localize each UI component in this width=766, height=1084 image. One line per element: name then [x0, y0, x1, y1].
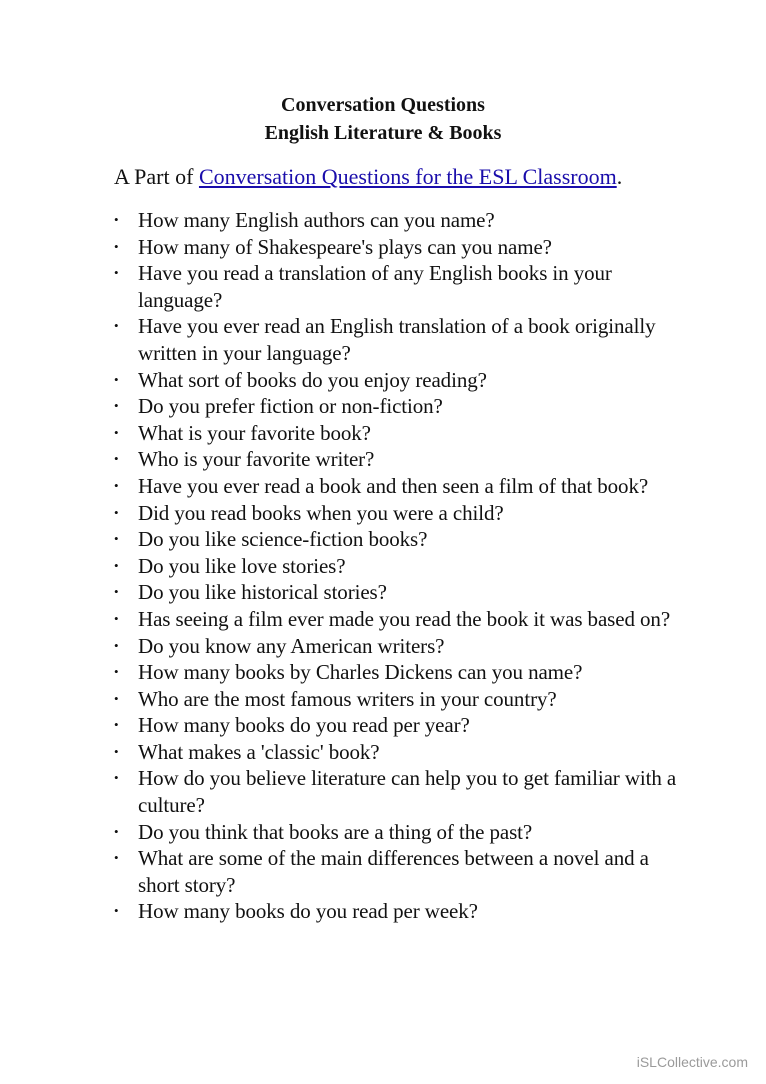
question-text: Do you like science-fiction books?	[138, 527, 428, 552]
question-text: Do you like historical stories?	[138, 580, 387, 605]
question-text: Have you ever read an English translation of a book originally written in your language?	[138, 314, 656, 365]
bullet-icon: •	[114, 610, 119, 626]
intro-suffix: .	[616, 164, 623, 189]
bullet-icon: •	[114, 770, 119, 786]
question-text: What sort of books do you enjoy reading?	[138, 367, 487, 392]
question-text: Do you know any American writers?	[138, 633, 445, 658]
question-text: Has seeing a film ever made you read the book it was based on?	[138, 606, 671, 631]
intro-prefix: A Part of	[114, 164, 199, 189]
bullet-icon: •	[114, 557, 119, 573]
question-item	[114, 473, 694, 500]
question-item	[114, 633, 694, 660]
question-text: What is your favorite book?	[138, 420, 371, 445]
question-item	[114, 845, 694, 898]
bullet-icon: •	[114, 823, 119, 839]
bullet-icon: •	[114, 371, 119, 387]
bullet-icon: •	[114, 265, 119, 281]
bullet-icon: •	[114, 664, 119, 680]
question-text: Do you prefer fiction or non-fiction?	[138, 394, 443, 419]
question-text: How do you believe literature can help you to get familiar with a culture?	[138, 766, 677, 818]
question-item	[114, 260, 694, 313]
question-item	[114, 446, 694, 473]
question-item	[114, 765, 694, 818]
question-text: How many books do you read per week?	[138, 899, 478, 924]
question-item	[114, 819, 694, 846]
question-text: Did you read books when you were a child?	[138, 500, 504, 525]
question-text: Do you think that books are a thing of the past?	[138, 819, 533, 844]
question-text: Have you ever read a book and then seen a film of that book?	[138, 473, 649, 498]
bullet-icon: •	[114, 690, 119, 706]
bullet-icon: •	[114, 212, 119, 227]
question-text: How many books by Charles Dickens can you name?	[138, 660, 583, 685]
bullet-icon: •	[114, 398, 119, 414]
question-item	[114, 712, 694, 739]
question-item	[114, 686, 694, 713]
watermark: iSLCollective.com	[636, 1054, 748, 1070]
question-item	[114, 526, 694, 553]
bullet-icon: •	[114, 743, 119, 759]
question-text: What makes a 'classic' book?	[138, 739, 380, 764]
question-item	[114, 898, 694, 925]
question-text: Do you like love stories?	[138, 553, 346, 578]
question-item	[114, 420, 694, 447]
question-text: How many of Shakespeare's plays can you name?	[138, 234, 552, 259]
bullet-icon: •	[114, 637, 119, 653]
question-item	[114, 367, 694, 394]
esl-classroom-link[interactable]: Conversation Questions for the ESL Classroom	[198, 164, 617, 189]
question-text: Who are the most famous writers in your country?	[138, 686, 557, 711]
question-item	[114, 553, 694, 580]
question-item	[114, 234, 694, 261]
page-title	[0, 91, 766, 147]
question-item	[114, 606, 694, 633]
bullet-icon: •	[114, 477, 119, 493]
question-text: How many books do you read per year?	[138, 713, 470, 738]
bullet-icon: •	[114, 584, 119, 600]
title-line-2: English Literature & Books	[264, 122, 502, 144]
question-item	[114, 500, 694, 527]
question-text: What are some of the main differences between a novel and a short story?	[138, 846, 649, 897]
question-text: Have you read a translation of any English books in your language?	[138, 261, 612, 312]
question-item	[114, 659, 694, 686]
question-item	[114, 207, 694, 234]
question-item	[114, 313, 694, 366]
bullet-icon: •	[114, 717, 119, 733]
bullet-icon: •	[114, 504, 119, 520]
question-item	[114, 739, 694, 766]
question-list	[114, 207, 694, 925]
bullet-icon: •	[114, 424, 119, 440]
question-text: How many English authors can you name?	[138, 208, 495, 232]
question-item	[114, 393, 694, 420]
intro-line	[114, 163, 622, 191]
bullet-icon: •	[114, 531, 119, 547]
bullet-icon: •	[114, 238, 119, 254]
bullet-icon: •	[114, 850, 119, 866]
bullet-icon: •	[114, 451, 119, 467]
question-text: Who is your favorite writer?	[138, 447, 375, 472]
title-line-1: Conversation Questions	[281, 94, 485, 116]
bullet-icon: •	[114, 903, 119, 919]
bullet-icon: •	[114, 318, 119, 334]
question-item	[114, 579, 694, 606]
